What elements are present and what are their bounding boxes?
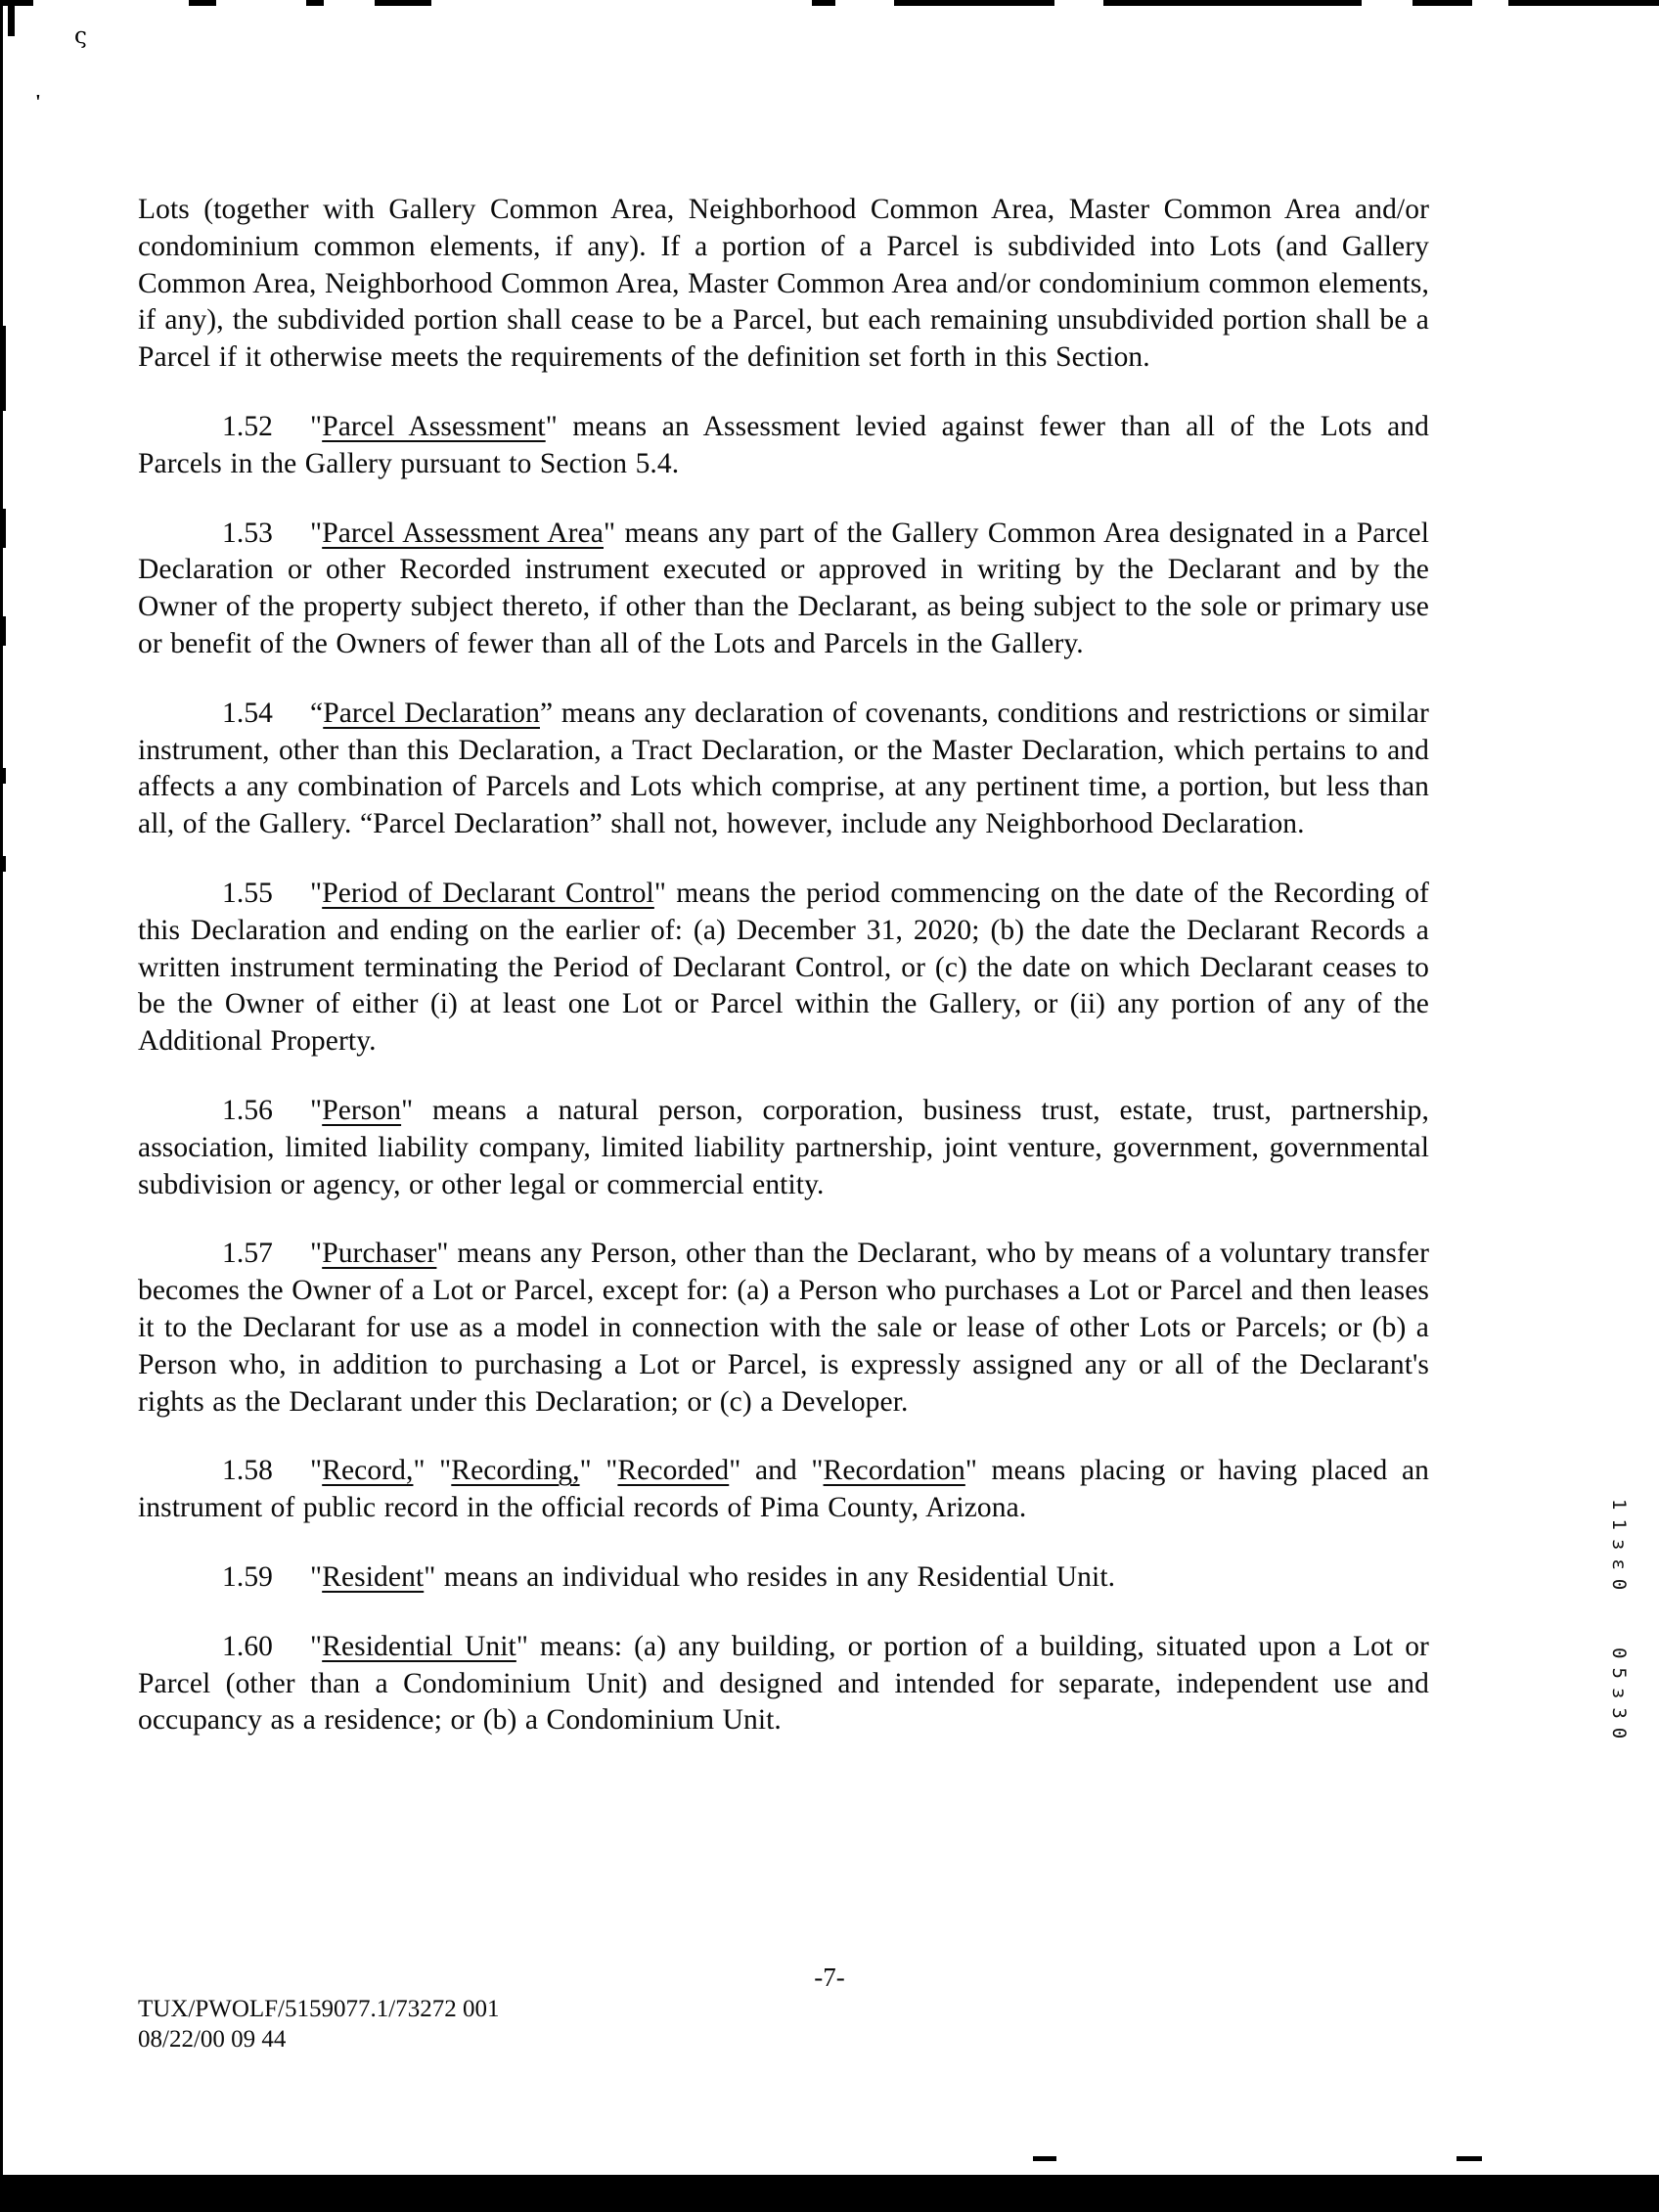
text-segment: " means an individual who resides in any Residential Unit.	[424, 1560, 1116, 1593]
text-segment: " "	[579, 1455, 618, 1487]
footer-block	[138, 1994, 499, 2054]
paragraph-1-53	[138, 516, 1429, 663]
text-segment: 1.55	[222, 877, 274, 909]
text-segment: " means a natural person, corporation, business trust, estate, trust, partnership, association, limited liability company, limited liability partnership, joint venture, government, governmental subdivision or agency, or other legal or commercial entity.	[138, 1094, 1429, 1200]
scan-left-nub	[0, 326, 6, 411]
paragraph-1-54	[138, 696, 1429, 843]
document-body	[138, 192, 1429, 1739]
text-segment: "	[310, 1094, 323, 1126]
footer-doc-reference: TUX/PWOLF/5159077.1/73272 001	[138, 1996, 500, 2022]
paragraph-1-55	[138, 876, 1429, 1061]
scan-top-edge-artifact	[0, 0, 1659, 6]
defined-term: Person	[322, 1094, 402, 1126]
text-segment: " means an Assessment levied against fewer than all of the Lots and Parcels in the Gallery pursuant to Section 5.4.	[138, 410, 1429, 479]
paragraph-1-52	[138, 409, 1429, 483]
scan-dash-artifact	[1457, 2156, 1482, 2161]
text-segment: 1.59	[222, 1560, 274, 1593]
paragraph-1-58	[138, 1453, 1429, 1527]
text-segment: " means any part of the Gallery Common Area designated in a Parcel Declaration or other Recorded instrument executed or approved in writing by the Declarant and by the Owner of the property subject thereto, if other than the Declarant, as being subject to the sole or primary use or benefit of the Owners of fewer than all of the Lots and Parcels in the Gallery.	[138, 517, 1430, 659]
scan-dash-artifact	[1033, 2156, 1056, 2161]
defined-term: Recording,	[451, 1455, 580, 1487]
text-segment: "	[310, 410, 323, 442]
text-segment: "	[310, 1630, 323, 1662]
margin-stamp-lower: 05ɜ30	[1608, 1648, 1630, 1748]
text-segment: 1.57	[222, 1238, 274, 1270]
defined-term: Resident	[322, 1560, 425, 1593]
scan-left-nub	[0, 856, 6, 872]
scan-left-nub	[0, 616, 6, 646]
text-segment: Lots (together with Gallery Common Area, Neighborhood Common Area, Master Common Area and/or condominium common elements, if any). If a portion of a Parcel is subdivided into Lots (and Gallery Common Area, Neighborhood Common Area, Master Common Area and/or condominium common elements, if any), the subdivided portion shall cease to be a Parcel, but each remaining unsubdivided portion shall be a Parcel if it otherwise meets the requirements of the definition set forth in this Section.	[138, 194, 1429, 374]
text-segment: " means: (a) any building, or portion of a building, situated upon a Lot or Parcel (other than a Condominium Unit) and designed and intended for separate, independent use and occupancy as a residence; or (b) a Condominium Unit.	[138, 1630, 1429, 1737]
defined-term: Parcel Declaration	[323, 697, 540, 729]
defined-term: Residential Unit	[322, 1630, 516, 1662]
text-segment: " means any Person, other than the Declarant, who by means of a voluntary transfer becomes the Owner of a Lot or Parcel, except for: (a) a Person who purchases a Lot or Parcel and then leases it to the Declarant for use as a model in connection with the sale or lease of other Lots or Parcels; or (b) a Person who, in addition to purchasing a Lot or Parcel, is expressly assigned any or all of the Declarant's rights as the Declarant under this Declaration; or (c) a Developer.	[138, 1238, 1429, 1418]
paragraph-1-59	[138, 1559, 1429, 1597]
margin-stamp-upper: 11ɜɛ0	[1608, 1499, 1630, 1600]
stray-ink-mark: '	[35, 90, 41, 113]
footer-timestamp: 08/22/00 09 44	[138, 2026, 287, 2053]
text-segment: "	[310, 517, 323, 549]
text-segment: "	[310, 877, 323, 909]
page-number: -7-	[814, 1963, 845, 1992]
text-segment: ” means any declaration of covenants, conditions and restrictions or similar instrument, other than this Declaration, a Tract Declaration, or the Master Declaration, which pertains to and affects a any combination of Parcels and Lots which comprise, at any pertinent time, a portion, but less than all, of the Gallery. “Parcel Declaration” shall not, however, include any Neighborhood Declaration.	[138, 697, 1429, 840]
text-segment: "	[310, 1455, 323, 1487]
scan-left-nub	[0, 768, 6, 784]
scan-bottom-edge-artifact	[0, 2175, 1659, 2212]
text-segment: 1.60	[222, 1630, 274, 1662]
defined-term: Purchaser	[322, 1238, 437, 1270]
text-segment: “	[310, 697, 324, 729]
defined-term: Recorded	[617, 1455, 730, 1487]
text-segment: " means placing or having placed an instrument of public record in the official records of Pima County, Arizona.	[138, 1455, 1429, 1524]
paragraph-1-60	[138, 1629, 1429, 1739]
text-segment: " and "	[729, 1455, 824, 1487]
scan-corner-artifact	[8, 0, 15, 36]
text-segment: 1.58	[222, 1455, 274, 1487]
text-segment: 1.52	[222, 410, 274, 442]
paragraph-1-57	[138, 1236, 1429, 1421]
paragraph-continuation	[138, 192, 1429, 377]
stray-ink-mark: ς	[74, 23, 87, 49]
scan-left-nub	[0, 509, 6, 548]
text-segment: 1.53	[222, 517, 274, 549]
text-segment: " "	[413, 1455, 452, 1487]
defined-term: Parcel Assessment Area	[322, 517, 604, 549]
text-segment: "	[310, 1560, 323, 1593]
text-segment: " means the period commencing on the date of the Recording of this Declaration and ending on the earlier of: (a) December 31, 2020; (b) the date the Declarant Records a written instrument terminating the Period of Declarant Control, or (c) the date on which Declarant ceases to be the Owner of either (i) at least one Lot or Parcel within the Gallery, or (ii) any portion of any of the Additional Property.	[138, 877, 1429, 1058]
defined-term: Parcel Assessment	[322, 410, 546, 442]
text-segment: 1.54	[222, 697, 274, 729]
defined-term: Recordation	[823, 1455, 965, 1487]
defined-term: Record,	[322, 1455, 414, 1487]
text-segment: "	[310, 1238, 323, 1270]
paragraph-1-56	[138, 1093, 1429, 1203]
defined-term: Period of Declarant Control	[322, 877, 654, 909]
text-segment: 1.56	[222, 1094, 274, 1126]
